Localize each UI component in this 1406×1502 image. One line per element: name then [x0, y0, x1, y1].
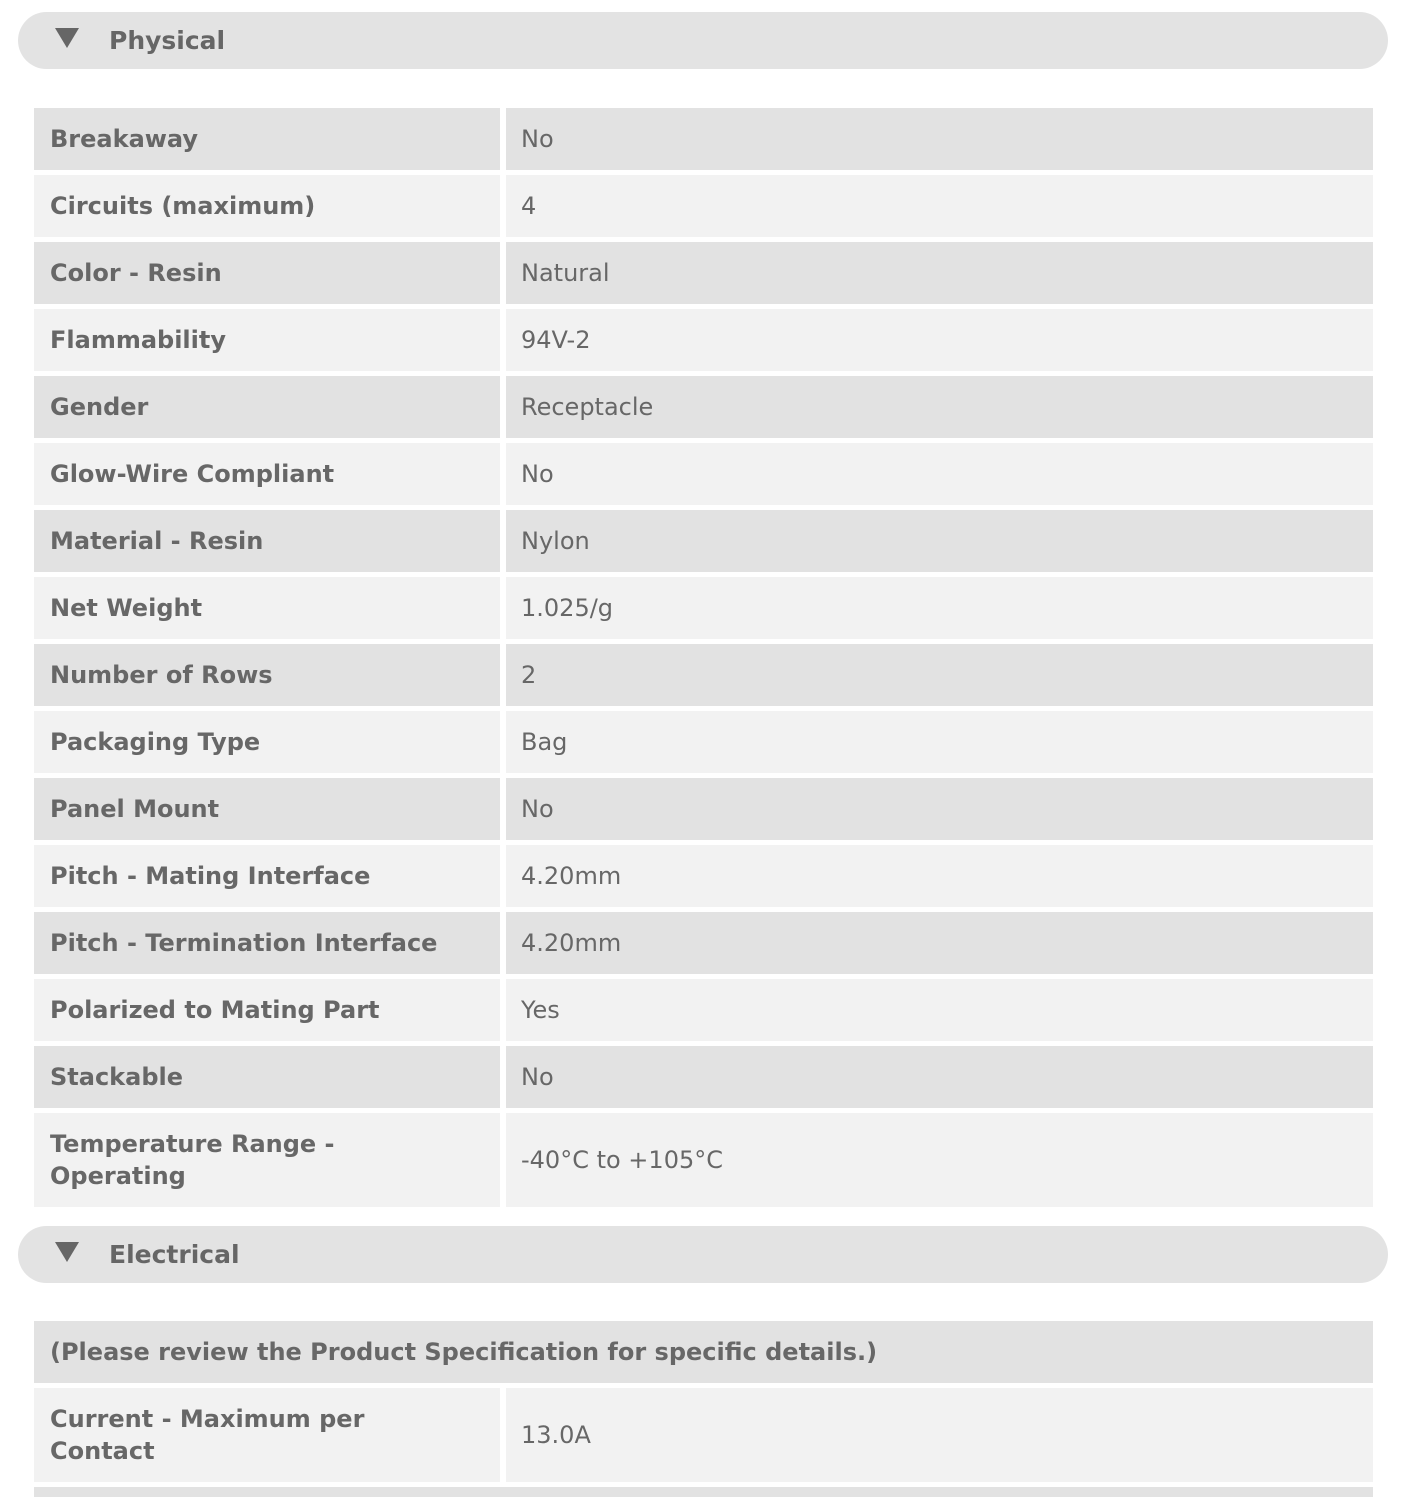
spec-value: -40°C to +105°C — [506, 1113, 1373, 1207]
spec-value: 4 — [506, 175, 1373, 237]
spec-label: Temperature Range - Operating — [34, 1113, 500, 1207]
section-header-physical[interactable] — [18, 12, 1388, 69]
section-header-electrical[interactable] — [18, 1226, 1388, 1283]
spec-label: Pitch - Termination Interface — [34, 912, 500, 974]
section-title: Electrical — [109, 1240, 240, 1269]
table-row — [34, 1388, 1373, 1482]
spec-label: Color - Resin — [34, 242, 500, 304]
physical-spec-table — [34, 108, 1373, 1212]
table-row — [34, 1113, 1373, 1207]
spec-value: 1.025/g — [506, 577, 1373, 639]
spec-label: Net Weight — [34, 577, 500, 639]
table-row-note — [34, 1321, 1373, 1383]
spec-label: Packaging Type — [34, 711, 500, 773]
spec-value: No — [506, 1046, 1373, 1108]
spec-value: No — [506, 778, 1373, 840]
spec-value: No — [506, 443, 1373, 505]
spec-value: 94V-2 — [506, 309, 1373, 371]
table-row — [34, 242, 1373, 304]
spec-label: Gender — [34, 376, 500, 438]
spec-label: Current - Maximum per Contact — [34, 1388, 500, 1482]
spec-value: Nylon — [506, 510, 1373, 572]
spec-label: Polarized to Mating Part — [34, 979, 500, 1041]
spec-label: Material - Resin — [34, 510, 500, 572]
spec-label: Breakaway — [34, 108, 500, 170]
spec-label: Stackable — [34, 1046, 500, 1108]
table-row — [34, 175, 1373, 237]
collapse-triangle-icon — [55, 28, 79, 48]
spec-value: No — [506, 108, 1373, 170]
spec-label: Circuits (maximum) — [34, 175, 500, 237]
spec-label: Flammability — [34, 309, 500, 371]
spec-value: 2 — [506, 644, 1373, 706]
table-row — [34, 979, 1373, 1041]
spec-value: Yes — [506, 979, 1373, 1041]
collapse-triangle-icon — [55, 1242, 79, 1262]
table-row — [34, 510, 1373, 572]
table-row — [34, 577, 1373, 639]
table-row — [34, 845, 1373, 907]
section-title: Physical — [109, 26, 226, 55]
table-row — [34, 376, 1373, 438]
spec-label: Number of Rows — [34, 644, 500, 706]
table-row — [34, 443, 1373, 505]
spec-label: Glow-Wire Compliant — [34, 443, 500, 505]
table-row — [34, 108, 1373, 170]
spec-value: Bag — [506, 711, 1373, 773]
spec-value: 13.0A — [506, 1388, 1373, 1482]
electrical-spec-table — [34, 1321, 1373, 1502]
table-row — [34, 644, 1373, 706]
table-row-partial — [34, 1487, 1373, 1497]
spec-note: (Please review the Product Specification for specific details.) — [34, 1321, 1373, 1383]
spec-label: Pitch - Mating Interface — [34, 845, 500, 907]
spec-value: 4.20mm — [506, 912, 1373, 974]
table-row — [34, 778, 1373, 840]
spec-value: Receptacle — [506, 376, 1373, 438]
table-row — [34, 711, 1373, 773]
spec-value: Natural — [506, 242, 1373, 304]
spec-value: 4.20mm — [506, 845, 1373, 907]
spec-label: Panel Mount — [34, 778, 500, 840]
table-row — [34, 309, 1373, 371]
table-row — [34, 1046, 1373, 1108]
table-row — [34, 912, 1373, 974]
